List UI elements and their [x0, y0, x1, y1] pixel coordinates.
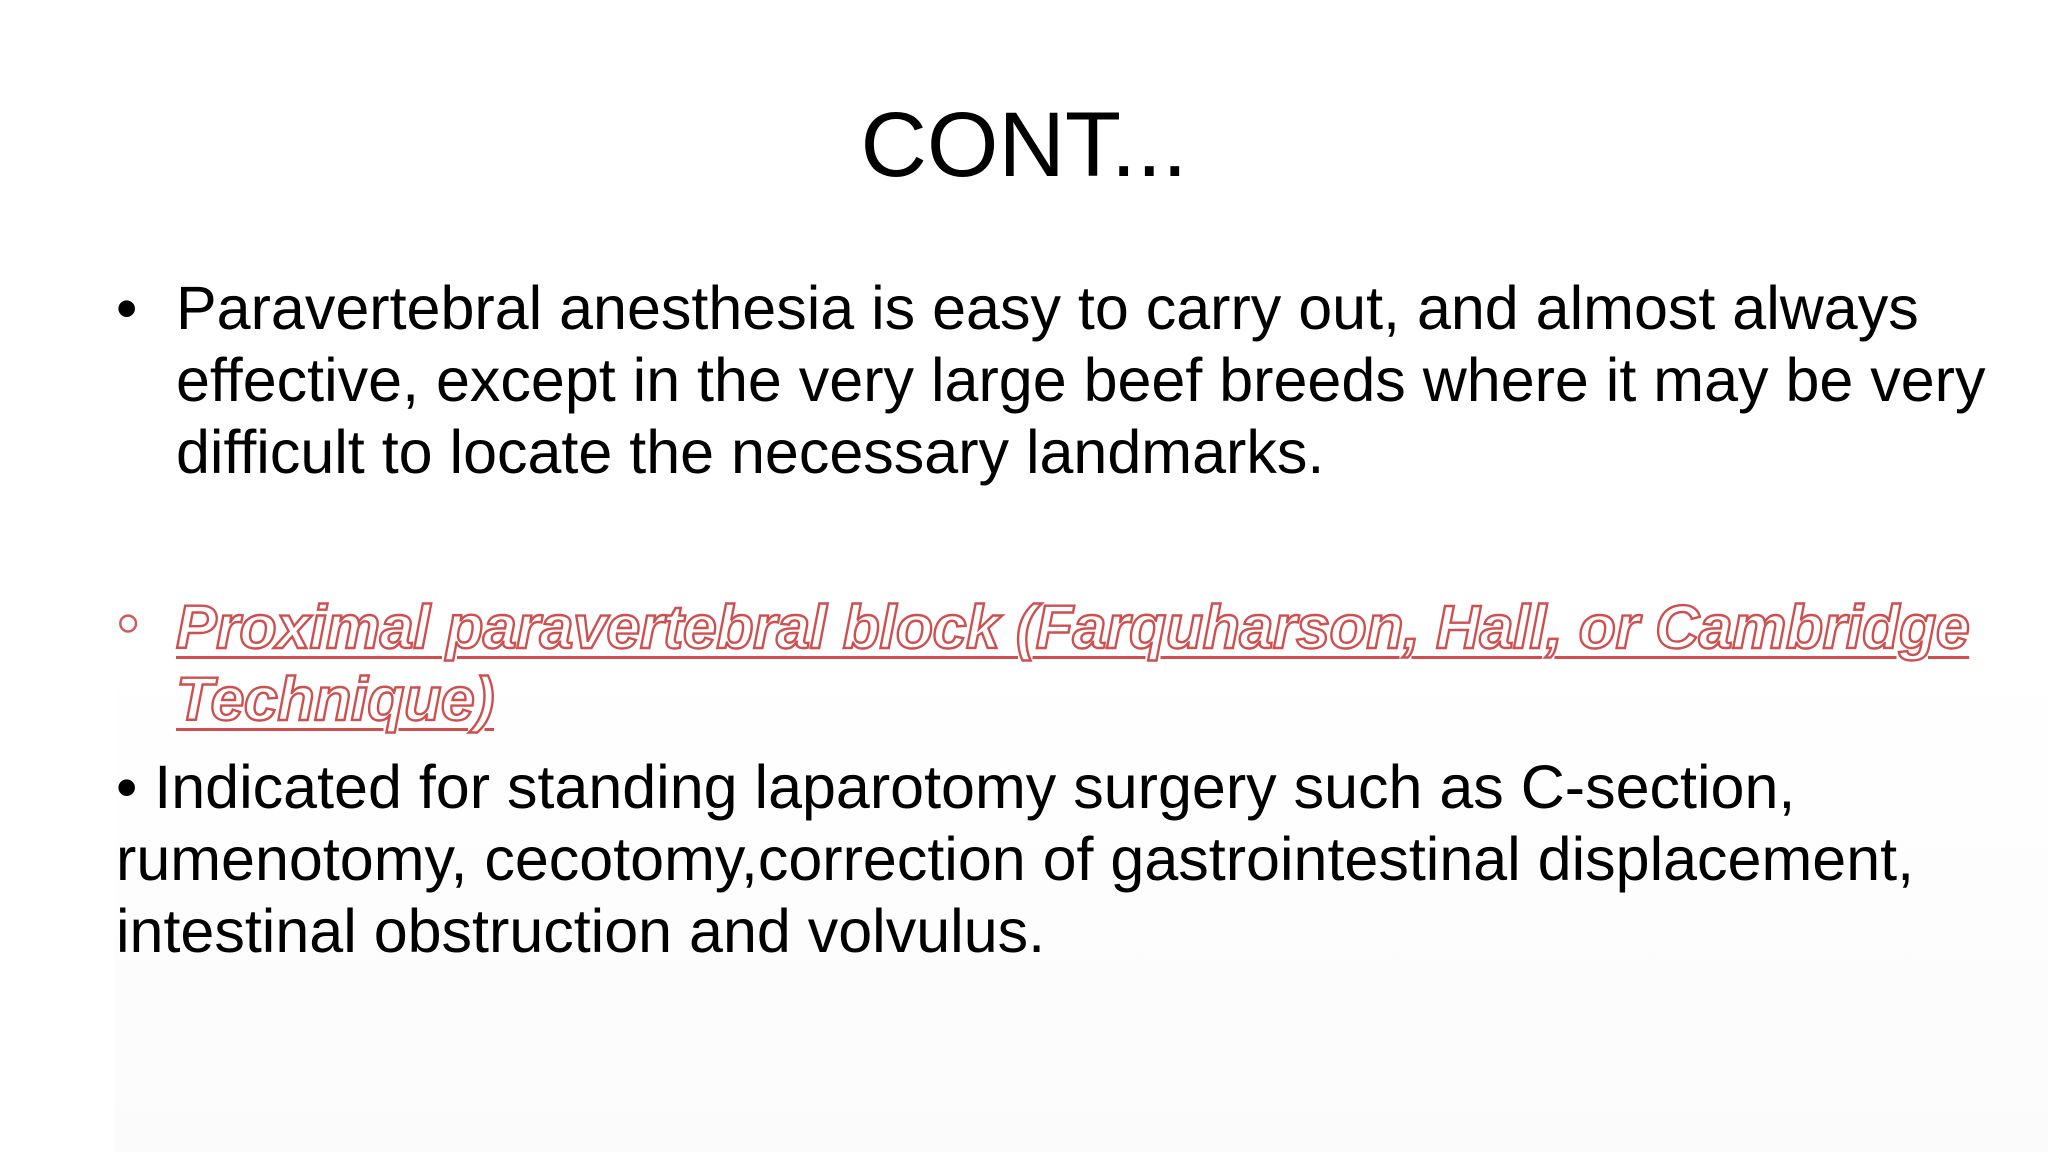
section-heading-link: Proximal paravertebral block (Farquharson, Hall, or Cambridge Technique) [176, 593, 1970, 733]
bullet-item-heading [116, 591, 1970, 735]
bullet-marker: • [118, 591, 139, 656]
bullet-item [116, 272, 1986, 488]
slide-title: CONT... [860, 94, 1188, 196]
bullet-marker: • [116, 274, 138, 342]
bullet-text: Paravertebral anesthesia is easy to carry out, and almost always effective, except in the very large beef breeds where it may be very difficult to locate the necessary landmarks. [176, 274, 1986, 486]
body-paragraph: • Indicated for standing laparotomy surgery such as C-section, rumenotomy, cecotomy,correction of gastrointestinal displacement, intestinal obstruction and volvulus. [116, 753, 1915, 965]
